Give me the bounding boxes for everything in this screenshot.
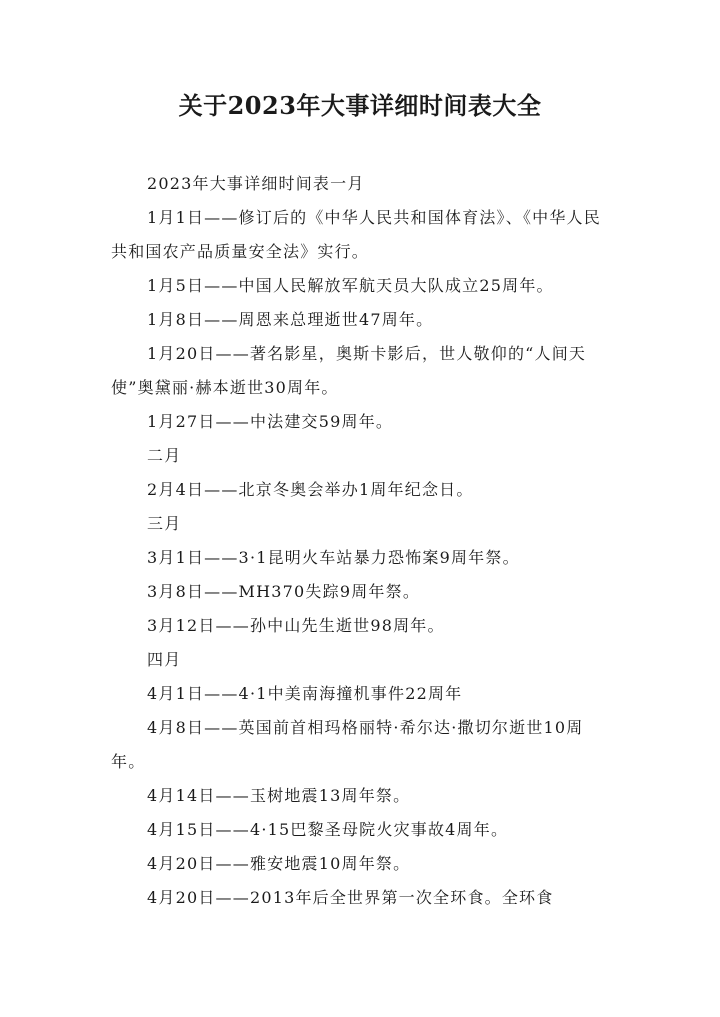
event-paragraph: 1月5日——中国人民解放军航天员大队成立25周年。 xyxy=(147,276,554,295)
event-paragraph: 4月15日——4·15巴黎圣母院火灾事故4周年。 xyxy=(147,820,509,839)
event-paragraph: 4月20日——2013年后全世界第一次全环食。全环食 xyxy=(147,888,554,907)
event-paragraph: 1月20日——著名影星，奥斯卡影后，世人敬仰的“人间天使”奥黛丽·赫本逝世30周年。 xyxy=(111,344,587,397)
event-paragraph: 1月1日——修订后的《中华人民共和国体育法》、《中华人民共和国农产品质量安全法》实行。 xyxy=(111,208,601,261)
event-paragraph: 4月14日——玉树地震13周年祭。 xyxy=(147,786,411,805)
section-heading-april: 四月 xyxy=(147,650,182,669)
event-paragraph: 4月20日——雅安地震10周年祭。 xyxy=(147,854,411,873)
event-paragraph: 1月27日——中法建交59周年。 xyxy=(147,412,394,431)
event-paragraph: 3月1日——3·1昆明火车站暴力恐怖案9周年祭。 xyxy=(147,548,520,567)
event-paragraph: 4月1日——4·1中美南海撞机事件22周年 xyxy=(147,684,463,703)
event-paragraph: 3月8日——MH370失踪9周年祭。 xyxy=(147,582,421,601)
event-paragraph: 1月8日——周恩来总理逝世47周年。 xyxy=(147,310,434,329)
section-heading-march: 三月 xyxy=(147,514,182,533)
document-title: 关于2023年大事详细时间表大全 xyxy=(178,91,542,120)
document-body xyxy=(111,167,615,915)
event-paragraph: 2月4日——北京冬奥会举办1周年纪念日。 xyxy=(147,480,474,499)
section-heading-february: 二月 xyxy=(147,446,182,465)
section-heading-january: 2023年大事详细时间表一月 xyxy=(147,174,365,193)
event-paragraph: 3月12日——孙中山先生逝世98周年。 xyxy=(147,616,445,635)
event-paragraph: 4月8日——英国前首相玛格丽特·希尔达·撒切尔逝世10周年。 xyxy=(111,718,584,771)
